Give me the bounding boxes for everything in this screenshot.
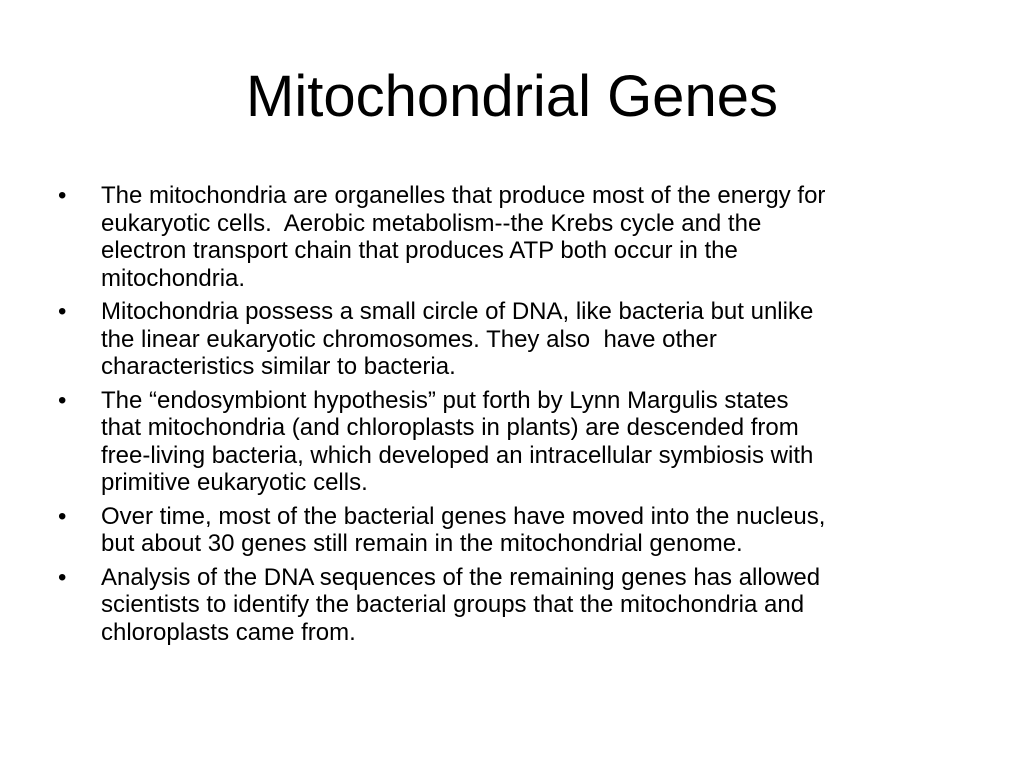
bullet-line: mitochondria. — [101, 264, 246, 292]
bullet-line: Over time, most of the bacterial genes have moved into the nucleus, — [101, 502, 826, 530]
bullet-icon: • — [58, 182, 67, 209]
bullet-line: Mitochondria possess a small circle of DNA, like bacteria but unlike — [101, 298, 814, 325]
bullet-item-4 — [58, 503, 978, 558]
bullet-icon: • — [58, 298, 67, 325]
bullet-line: Analysis of the DNA sequences of the remaining genes has allowed — [101, 563, 821, 591]
bullet-line: scientists to identify the bacterial groups that the mitochondria and — [101, 591, 805, 618]
bullet-item-5 — [58, 564, 978, 647]
bullet-item-2 — [58, 298, 978, 381]
bullet-line: The “endosymbiont hypothesis” put forth by Lynn Margulis states — [101, 386, 789, 414]
bullet-list — [58, 182, 978, 652]
bullet-line: primitive eukaryotic cells. — [101, 469, 368, 496]
bullet-item-3 — [58, 387, 978, 497]
bullet-line: that mitochondria (and chloroplasts in plants) are descended from — [101, 414, 799, 441]
bullet-line: eukaryotic cells. Aerobic metabolism--the Krebs cycle and the — [101, 209, 762, 237]
bullet-icon: • — [58, 386, 67, 414]
slide-title: Mitochondrial Genes — [246, 64, 778, 129]
bullet-line: the linear eukaryotic chromosomes. They also have other — [101, 325, 717, 353]
bullet-line: characteristics similar to bacteria. — [101, 353, 456, 380]
bullet-line: but about 30 genes still remain in the mitochondrial genome. — [101, 530, 743, 557]
bullet-line: The mitochondria are organelles that produce most of the energy for — [101, 182, 826, 209]
bullet-line: chloroplasts came from. — [101, 618, 356, 646]
bullet-icon: • — [58, 502, 67, 530]
bullet-line: free-living bacteria, which developed an intracellular symbiosis with — [101, 441, 814, 469]
bullet-line: electron transport chain that produces ATP both occur in the — [101, 237, 738, 264]
bullet-item-1 — [58, 182, 978, 292]
bullet-icon: • — [58, 563, 67, 591]
